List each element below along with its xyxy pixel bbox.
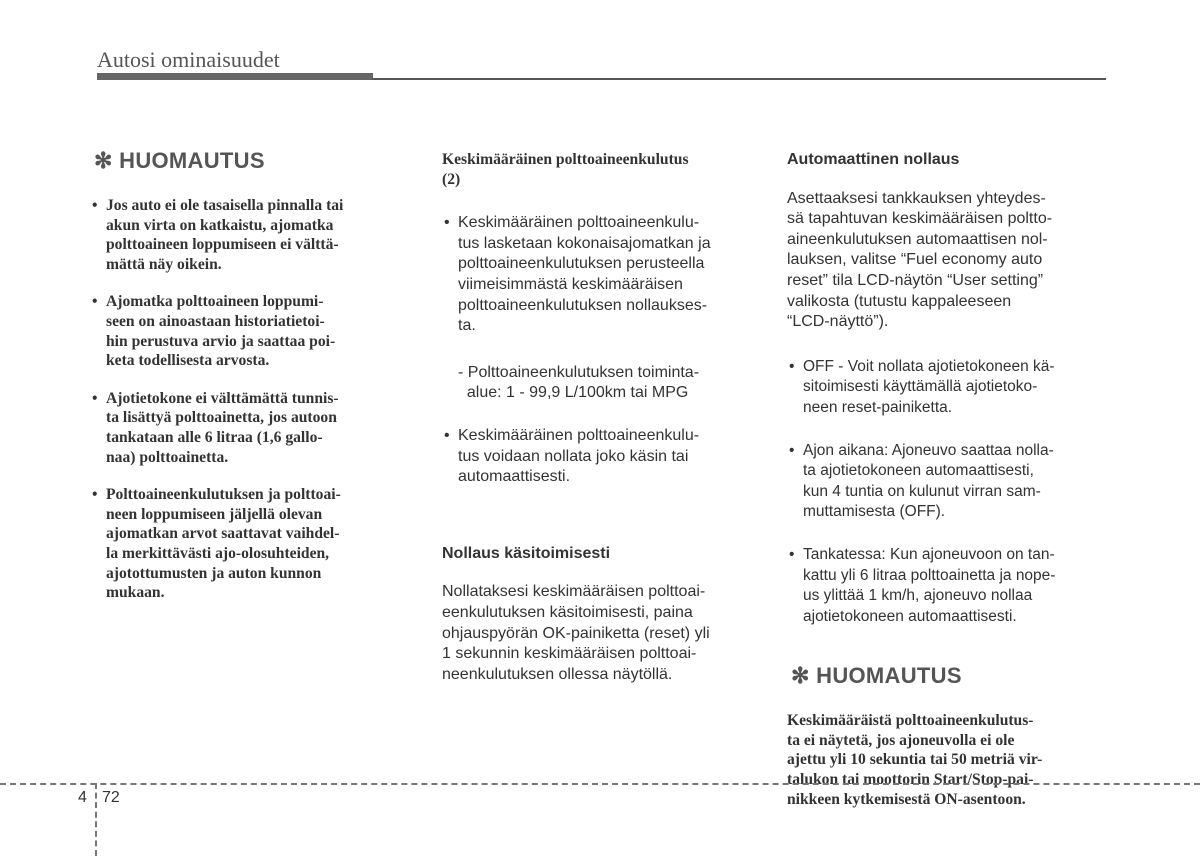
note-bullet: • Ajomatka polttoaineen loppumi- seen on ainoastaan historiatietoi- hin perustuva arvio ja saattaa poi- keta todellisesta arvosta. (90, 292, 414, 370)
header-rule (372, 78, 1106, 80)
subheading: Nollaus käsitoimisesti (442, 544, 611, 562)
bullet-item: • Keskimääräinen polttoaineenkulu- tus lasketaan kokonaisajomatkan ja polttoaineenkulutuksen perusteella viimeisimmästä keskimääräisen polttoaineenkulutuksen nollaukses- ta. (442, 213, 760, 337)
column-2 (442, 130, 760, 703)
note-bullet: • Ajotietokone ei välttämättä tunnis- ta lisättyä polttoainetta, jos autoon tankataan alle 6 litraa (1,6 gallo- naa) polttoainetta. (90, 389, 414, 467)
note-title: ✻ HUOMAUTUS (791, 663, 962, 689)
note-bullet: • Jos auto ei ole tasaisella pinnalla tai akun virta on katkaistu, ajomatka polttoaineen loppumiseen ei välttä- mättä näy oikein. (90, 196, 414, 274)
bullet-item: • Ajon aikana: Ajoneuvo saattaa nolla- ta ajotietokoneen automaattisesti, kun 4 tuntia on kulunut virran sam- muttamisesta (OFF). (787, 441, 1107, 523)
section-header: Autosi ominaisuudet (97, 47, 280, 72)
header-bar (97, 73, 373, 80)
bullet-item: • OFF - Voit nollata ajotietokoneen kä- sitoimisesti käyttämällä ajotietoko- neen reset-painiketta. (787, 357, 1107, 419)
note-bullet: • Polttoaineenkulutuksen ja polttoai- neen loppumiseen jäljellä olevan ajomatkan arvot saattavat vaihdel- la merkittävästi ajo-olosuhteiden, ajotottumusten ja auton kunnon mukaan. (90, 485, 414, 603)
note-text: Keskimääräistä polttoaineenkulutus- ta ei näytetä, jos ajoneuvolla ei ole ajettu yli 10 sekuntia tai 50 metriä vir- talukon tai moottorin Start/Stop-pai- nikkeen kytkemisestä ON-asentoon. (787, 712, 1043, 808)
paragraph: Asettaaksesi tankkauksen yhteydes- sä tapahtuvan keskimääräisen poltto- aineenkulutuksen automaattisen nol- lauksen, valitse “Fuel economy auto reset” tila LCD-näytön “User setting” valikosta (tutustu kappaleeseen “LCD-näyttö”). (787, 189, 1053, 331)
paragraph: Nollataksesi keskimääräisen polttoai- eenkulutuksen käsitoimisesti, paina ohjauspyörän OK-painiketta (reset) yli 1 sekunnin keskimääräisen polttoai- neenkulutuksen ollessa näytöllä. (442, 583, 710, 683)
footer-vertical-divider (95, 783, 97, 856)
column-1 (90, 130, 414, 621)
dash-item: - Polttoaineenkulutuksen toiminta- alue: 1 - 99,9 L/100km tai MPG (458, 363, 700, 402)
column-3 (787, 130, 1107, 827)
section-heading: Keskimääräinen polttoaineenkulutus (2) (442, 151, 689, 188)
subheading: Automaattinen nollaus (787, 151, 960, 168)
bullet-item: • Tankatessa: Kun ajoneuvoon on tan- kattu yli 6 litraa polttoainetta ja nope- us ylittää 1 km/h, ajoneuvo nollaa ajotietokoneen automaattisesti. (787, 545, 1107, 627)
footer-divider (0, 783, 1200, 785)
note-title: ✻ HUOMAUTUS (94, 148, 265, 173)
bullet-item: • Keskimääräinen polttoaineenkulu- tus voidaan nollata joko käsin tai automaattisesti. (442, 426, 760, 488)
section-number: 4 (78, 789, 87, 806)
page-number: 72 (102, 789, 120, 806)
